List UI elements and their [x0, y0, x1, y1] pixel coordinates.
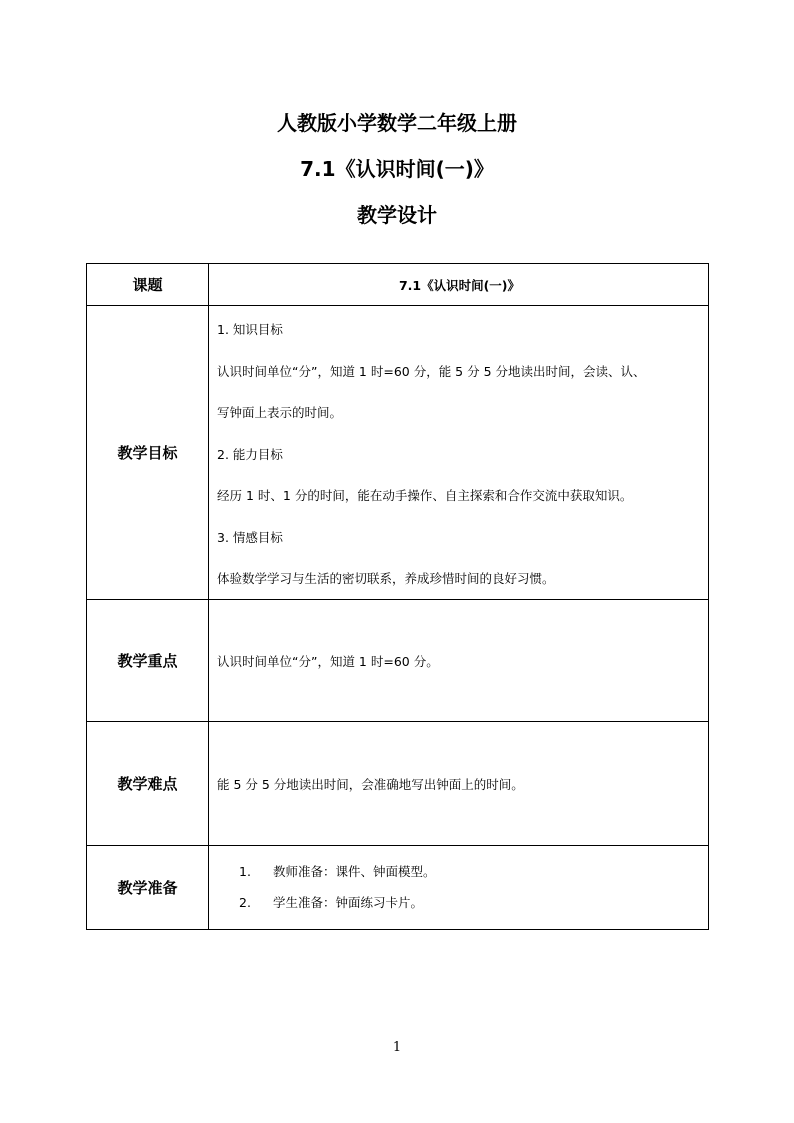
objectives-label: 教学目标	[87, 306, 209, 600]
list-item	[217, 862, 702, 882]
lesson-plan-table	[86, 263, 709, 930]
key-point-label: 教学重点	[87, 600, 209, 722]
objective-line: 1. 知识目标	[217, 322, 283, 337]
document-title	[0, 100, 794, 238]
objective-line: 认识时间单位“分”，知道 1 时=60 分，能 5 分 5 分地读出时间，会读、认、	[217, 363, 646, 379]
table-row-difficult-point	[87, 722, 709, 846]
title-line-2: 7.1《认识时间(一)》	[300, 157, 494, 181]
page-number: 1	[392, 1040, 402, 1055]
preparation-content	[209, 846, 709, 930]
table-row-topic	[87, 264, 709, 306]
objective-line: 写钟面上表示的时间。	[217, 405, 343, 420]
key-point-value: 认识时间单位“分”，知道 1 时=60 分。	[209, 600, 709, 722]
title-line-1: 人教版小学数学二年级上册	[277, 111, 517, 135]
difficult-point-value: 能 5 分 5 分地读出时间，会准确地写出钟面上的时间。	[209, 722, 709, 846]
objective-line: 经历 1 时、1 分的时间，能在动手操作、自主探索和合作交流中获取知识。	[217, 488, 633, 503]
objective-line: 3. 情感目标	[217, 529, 283, 545]
list-item-text: 学生准备：钟面练习卡片。	[273, 895, 424, 910]
title-line-3: 教学设计	[357, 203, 437, 227]
list-item-number: 1.	[239, 864, 251, 879]
topic-label: 课题	[87, 264, 209, 306]
list-item-text: 教师准备：课件、钟面模型。	[273, 864, 436, 879]
list-item	[217, 893, 702, 913]
table-row-preparation	[87, 846, 709, 930]
objectives-content	[209, 306, 709, 600]
table-row-objectives	[87, 306, 709, 600]
preparation-label: 教学准备	[87, 846, 209, 930]
difficult-point-label: 教学难点	[87, 722, 209, 846]
objective-line: 2. 能力目标	[217, 446, 283, 462]
objective-line: 体验数学学习与生活的密切联系，养成珍惜时间的良好习惯。	[217, 571, 555, 586]
topic-value: 7.1《认识时间(一)》	[209, 264, 709, 306]
table-row-key-point	[87, 600, 709, 722]
list-item-number: 2.	[239, 895, 251, 910]
